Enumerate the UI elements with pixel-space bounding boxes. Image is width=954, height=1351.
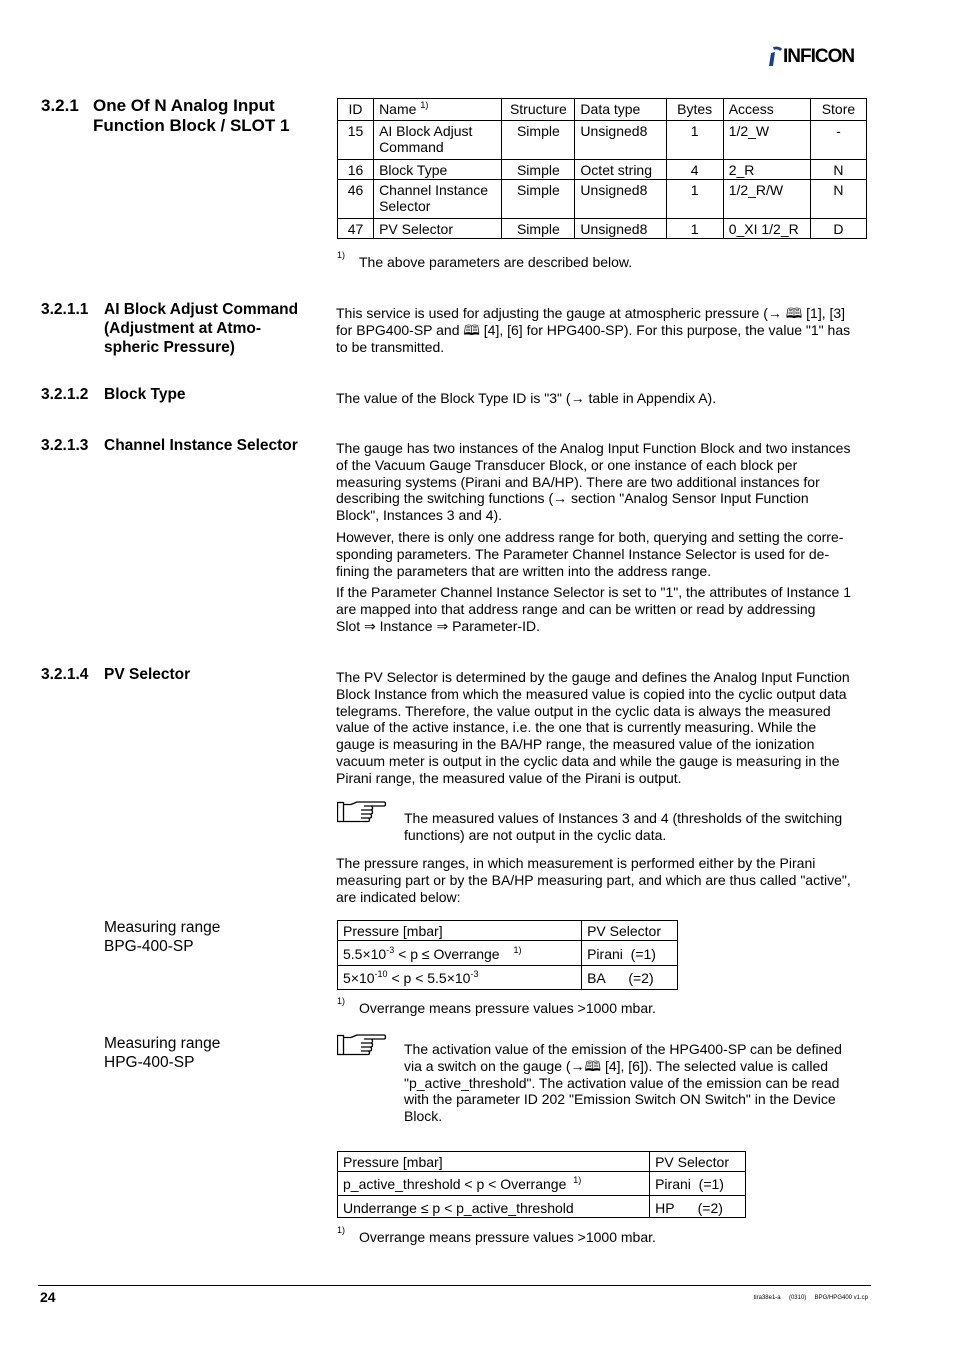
section-3-2-1-3-heading — [41, 436, 331, 456]
cell-bytes: 1 — [666, 219, 723, 239]
text-line: The gauge has two instances of the Analog Input Function Block and two instances — [336, 440, 851, 456]
section-3-2-1-3-paragraph-1 — [336, 440, 876, 524]
footnote-text: Overrange means pressure values >1000 mbar. — [359, 1000, 656, 1016]
footnote-mark: 1) — [513, 945, 522, 955]
cell-pressure-range: p_active_threshold < p < Overrange $^{1)}$ — [338, 1172, 650, 1196]
cell-pv-selector: HP (=2) — [650, 1196, 746, 1218]
footnote-text: The above parameters are described below. — [359, 254, 633, 270]
cell-id: 47 — [338, 219, 374, 239]
text-line: The PV Selector is determined by the gauge and defines the Analog Input Function — [336, 669, 850, 685]
cell-pressure-range: $5.5\times 10^{-3} < p$ ≤ Overrange $^{1)}$ — [338, 941, 582, 966]
table-row — [338, 966, 678, 990]
header-store: Store — [810, 99, 866, 121]
section-3-2-1-4-heading — [41, 665, 331, 685]
cell-pv-selector: Pirani (=1) — [650, 1172, 746, 1196]
header-bytes: Bytes — [666, 99, 723, 121]
hpg-table-footnote — [337, 1225, 867, 1247]
cell-access: 2_R — [723, 160, 810, 180]
header-pv-selector: PV Selector — [650, 1152, 746, 1172]
text-line: The pressure ranges, in which measurement is performed either by the Pirani — [336, 855, 816, 871]
cell-bytes: 1 — [666, 180, 723, 219]
text-line: sponding parameters. The Parameter Channel Instance Selector is used for de- — [336, 545, 830, 562]
inficon-logo — [767, 45, 869, 67]
text-line: However, there is only one address range for both, querying and setting the corre- — [336, 529, 844, 545]
header-access: Access — [723, 99, 810, 121]
bpg-table-footnote — [337, 996, 867, 1018]
note-emission-activation — [404, 1041, 874, 1125]
text-line: to be transmitted. — [336, 338, 445, 355]
table-row — [338, 1172, 746, 1196]
text-line: describing the switching functions (→ section "Analog Sensor Input Function — [336, 490, 809, 507]
pointing-hand-icon — [337, 801, 387, 823]
text-line: Block", Instances 3 and 4). — [336, 507, 503, 524]
footnote-text: Overrange means pressure values >1000 mbar. — [359, 1229, 656, 1245]
cell-data-type: Unsigned8 — [575, 180, 666, 219]
cell-id: 15 — [338, 121, 374, 160]
text-line: Block. — [404, 1108, 443, 1125]
bpg-measuring-range-label — [104, 918, 220, 956]
text-line: are mapped into that address range and can be written or read by addressing — [336, 600, 816, 617]
cell-store: N — [810, 180, 866, 219]
cell-store: - — [810, 121, 866, 160]
cell-structure: Simple — [502, 160, 575, 180]
header-pv-selector: PV Selector — [582, 921, 678, 941]
text-line: are indicated below: — [336, 888, 461, 905]
header-id: ID — [338, 99, 374, 121]
cell-bytes: 4 — [666, 160, 723, 180]
section-3-2-1-1-heading — [41, 300, 331, 358]
section-title: Channel Instance Selector — [104, 437, 298, 454]
cell-bytes: 1 — [666, 121, 723, 160]
cell-store: N — [810, 160, 866, 180]
bpg-pressure-table — [337, 920, 678, 990]
cell-pressure-range: Underrange ≤ p < p_active_threshold — [338, 1196, 650, 1218]
text-line: for BPG400-SP and 🕮 [4], [6] for HPG400-SP). For this purpose, the value "1" has — [336, 321, 851, 338]
text-line: value of the active instance, i.e. the one that is currently measuring. While the — [336, 719, 817, 736]
cell-name: Block Type — [374, 160, 502, 180]
text-line: measuring part or by the BA/HP measuring part, and which are thus called "active", — [336, 871, 851, 888]
cell-id: 46 — [338, 180, 374, 219]
cell-name: PV Selector — [374, 219, 502, 239]
text-line: functions) are not output in the cyclic data. — [404, 826, 667, 843]
text-line: vacuum meter is output in the cyclic data and while the gauge is measuring in the — [336, 752, 840, 769]
text-line: telegrams. Therefore, the value output in the cyclic data is always the measured — [336, 702, 831, 719]
table-row — [338, 121, 867, 160]
cell-data-type: Unsigned8 — [575, 219, 666, 239]
section-number: 3.2.1.3 — [41, 437, 89, 454]
text-line: of the Vacuum Gauge Transducer Block, or one instance of each block per — [336, 456, 798, 473]
cell-structure: Simple — [502, 121, 575, 160]
hpg-pressure-table — [337, 1151, 746, 1218]
table-header-row — [338, 1152, 746, 1172]
text-line: with the parameter ID 202 "Emission Switch ON Switch" in the Device — [404, 1091, 836, 1108]
cell-store: D — [810, 219, 866, 239]
section-3-2-1-4-paragraph-2 — [336, 855, 876, 905]
name-footnote-mark: 1) — [420, 100, 429, 110]
text-line: gauge is measuring in the BA/HP range, the measured value of the ionization — [336, 736, 815, 753]
logo-text: INFICON — [783, 46, 855, 67]
section-3-2-1-1-text — [336, 305, 876, 355]
parameter-table-footnote — [337, 250, 867, 272]
text-line: Block Instance from which the measured value is copied into the cyclic output data — [336, 685, 847, 702]
header-pressure: Pressure [mbar] — [338, 1152, 650, 1172]
cell-name: Channel Instance Selector — [374, 180, 502, 219]
section-title: Block Type — [104, 386, 186, 403]
section-title-line-2: Function Block / SLOT 1 — [93, 116, 290, 135]
section-title-line-2: (Adjustment at Atmo- — [104, 320, 261, 337]
text-line: "p_active_threshold". The activation value of the emission can be read — [404, 1074, 840, 1091]
label-line: Measuring range — [104, 919, 221, 936]
section-3-2-1-3-paragraph-3 — [336, 584, 876, 634]
header-structure: Structure — [502, 99, 575, 121]
text-line: The measured values of Instances 3 and 4 (thresholds of the switching — [404, 810, 843, 826]
section-title-line-1: One Of N Analog Input — [93, 96, 275, 115]
footnote-mark: 1) — [337, 996, 346, 1006]
section-3-2-1-3-paragraph-2 — [336, 529, 876, 579]
text-line: Pirani range, the measured value of the Pirani is output. — [336, 769, 682, 786]
header-data-type: Data type — [575, 99, 666, 121]
text-line: The activation value of the emission of the HPG400-SP can be defined — [404, 1041, 842, 1057]
text-line: If the Parameter Channel Instance Selector is set to "1", the attributes of Instance 1 — [336, 584, 851, 600]
section-number: 3.2.1 — [41, 96, 79, 115]
parameter-table — [337, 98, 867, 239]
text-line: fining the parameters that are written into the address range. — [336, 562, 712, 579]
cell-access: 0_XI 1/2_R — [723, 219, 810, 239]
text-line: via a switch on the gauge (→🕮 [4], [6]). The selected value is called — [404, 1057, 829, 1074]
label-line: HPG-400-SP — [104, 1054, 195, 1071]
cell-id: 16 — [338, 160, 374, 180]
table-header-row — [338, 99, 867, 121]
section-title-line-1: AI Block Adjust Command — [104, 301, 299, 318]
cell-data-type: Unsigned8 — [575, 121, 666, 160]
cell-pressure-range: $5\times 10^{-10} < p < 5.5\times 10^{-3}$ — [338, 966, 582, 990]
table-row — [338, 180, 867, 219]
page-number: 24 — [40, 1289, 56, 1305]
section-number: 3.2.1.4 — [41, 666, 89, 683]
section-title-line-3: spheric Pressure) — [104, 339, 235, 356]
cell-pv-selector: Pirani (=1) — [582, 941, 678, 966]
header-name: Name $^{1)}$ — [374, 99, 502, 121]
cell-pv-selector: BA (=2) — [582, 966, 678, 990]
cell-structure: Simple — [502, 180, 575, 219]
header-pressure: Pressure [mbar] — [338, 921, 582, 941]
section-title: PV Selector — [104, 666, 191, 683]
table-row — [338, 1196, 746, 1218]
table-header-row — [338, 921, 678, 941]
hpg-measuring-range-label — [104, 1034, 220, 1072]
section-3-2-1-heading — [41, 96, 331, 138]
footnote-mark: 1) — [573, 1175, 582, 1185]
section-number: 3.2.1.1 — [41, 301, 89, 318]
table-row — [338, 219, 867, 239]
note-instances-3-4 — [404, 810, 874, 844]
label-line: BPG-400-SP — [104, 938, 194, 955]
cell-name: AI Block Adjust Command — [374, 121, 502, 160]
cell-structure: Simple — [502, 219, 575, 239]
cell-access: 1/2_W — [723, 121, 810, 160]
pointing-hand-icon — [337, 1034, 387, 1056]
table-row — [338, 160, 867, 180]
table-row — [338, 941, 678, 966]
document-reference: tira38e1-a (0310) BPG/HPG400 v1.cp — [753, 1295, 868, 1301]
section-number: 3.2.1.2 — [41, 386, 89, 403]
label-line: Measuring range — [104, 1035, 221, 1052]
footnote-mark: 1) — [337, 1225, 346, 1235]
cell-data-type: Octet string — [575, 160, 666, 180]
cell-access: 1/2_R/W — [723, 180, 810, 219]
section-3-2-1-4-paragraph-1 — [336, 669, 876, 787]
section-3-2-1-2-text: The value of the Block Type ID is "3" (→ table in Appendix A). — [336, 390, 717, 406]
footer-divider — [38, 1285, 871, 1286]
section-3-2-1-2-heading — [41, 385, 331, 405]
text-line: Slot ⇒ Instance ⇒ Parameter-ID. — [336, 617, 540, 634]
text-line: This service is used for adjusting the gauge at atmospheric pressure (→ 🕮 [1], [3] — [336, 305, 846, 321]
text-line: measuring systems (Pirani and BA/HP). There are two additional instances for — [336, 473, 820, 490]
footnote-mark: 1) — [337, 250, 346, 260]
